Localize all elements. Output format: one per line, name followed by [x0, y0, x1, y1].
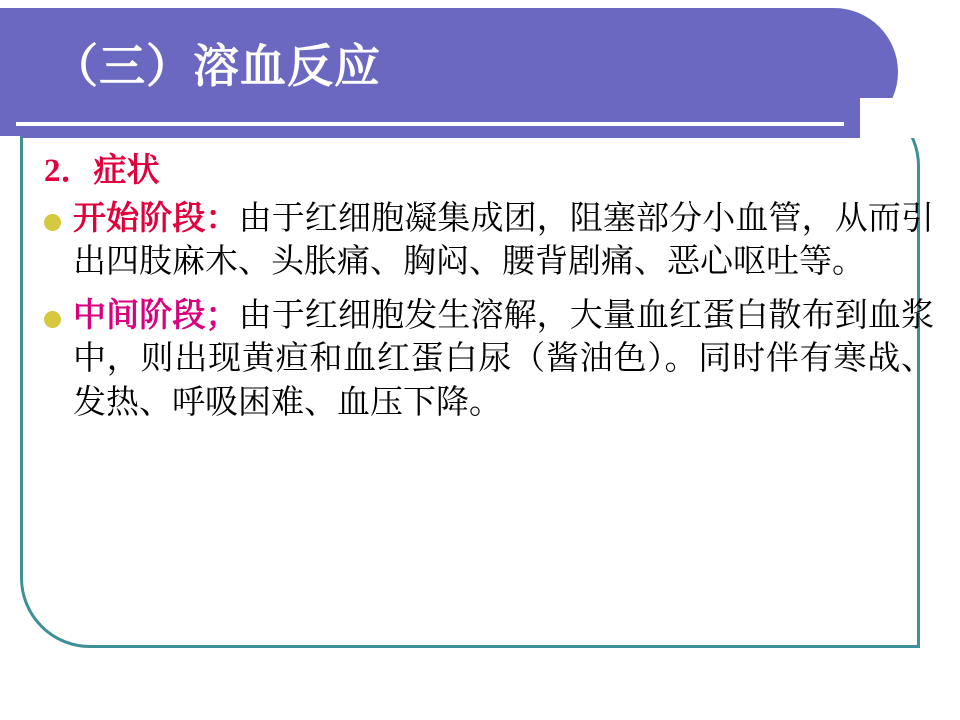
bullet-lead: 中间阶段； [73, 297, 239, 334]
header-frame-mask-right [860, 98, 922, 138]
bullet-body: 由于红细胞发生溶解，大量血红蛋白散布到血浆中，则出现黄疸和血红蛋白尿（酱油色）。同时伴有寒战、发热、呼吸困难、血压下降。 [73, 297, 935, 421]
bullet-dot-icon [44, 311, 61, 328]
bullet-dot-icon [44, 214, 61, 231]
section-heading: 2．症状 [44, 153, 160, 189]
list-item [44, 295, 934, 426]
list-item [44, 198, 934, 285]
bullet-lead: 开始阶段： [73, 200, 239, 237]
slide-title: （三）溶血反应 [52, 41, 381, 92]
bullet-body: 由于红细胞凝集成团，阻塞部分小血管，从而引出四肢麻木、头胀痛、胸闷、腰背剧痛、恶心呕吐等。 [73, 200, 935, 281]
header-divider-rule [16, 122, 844, 126]
header-frame-mask [22, 98, 902, 138]
bullet-text [73, 295, 934, 426]
slide-body [44, 152, 934, 435]
bullet-text [73, 198, 934, 285]
